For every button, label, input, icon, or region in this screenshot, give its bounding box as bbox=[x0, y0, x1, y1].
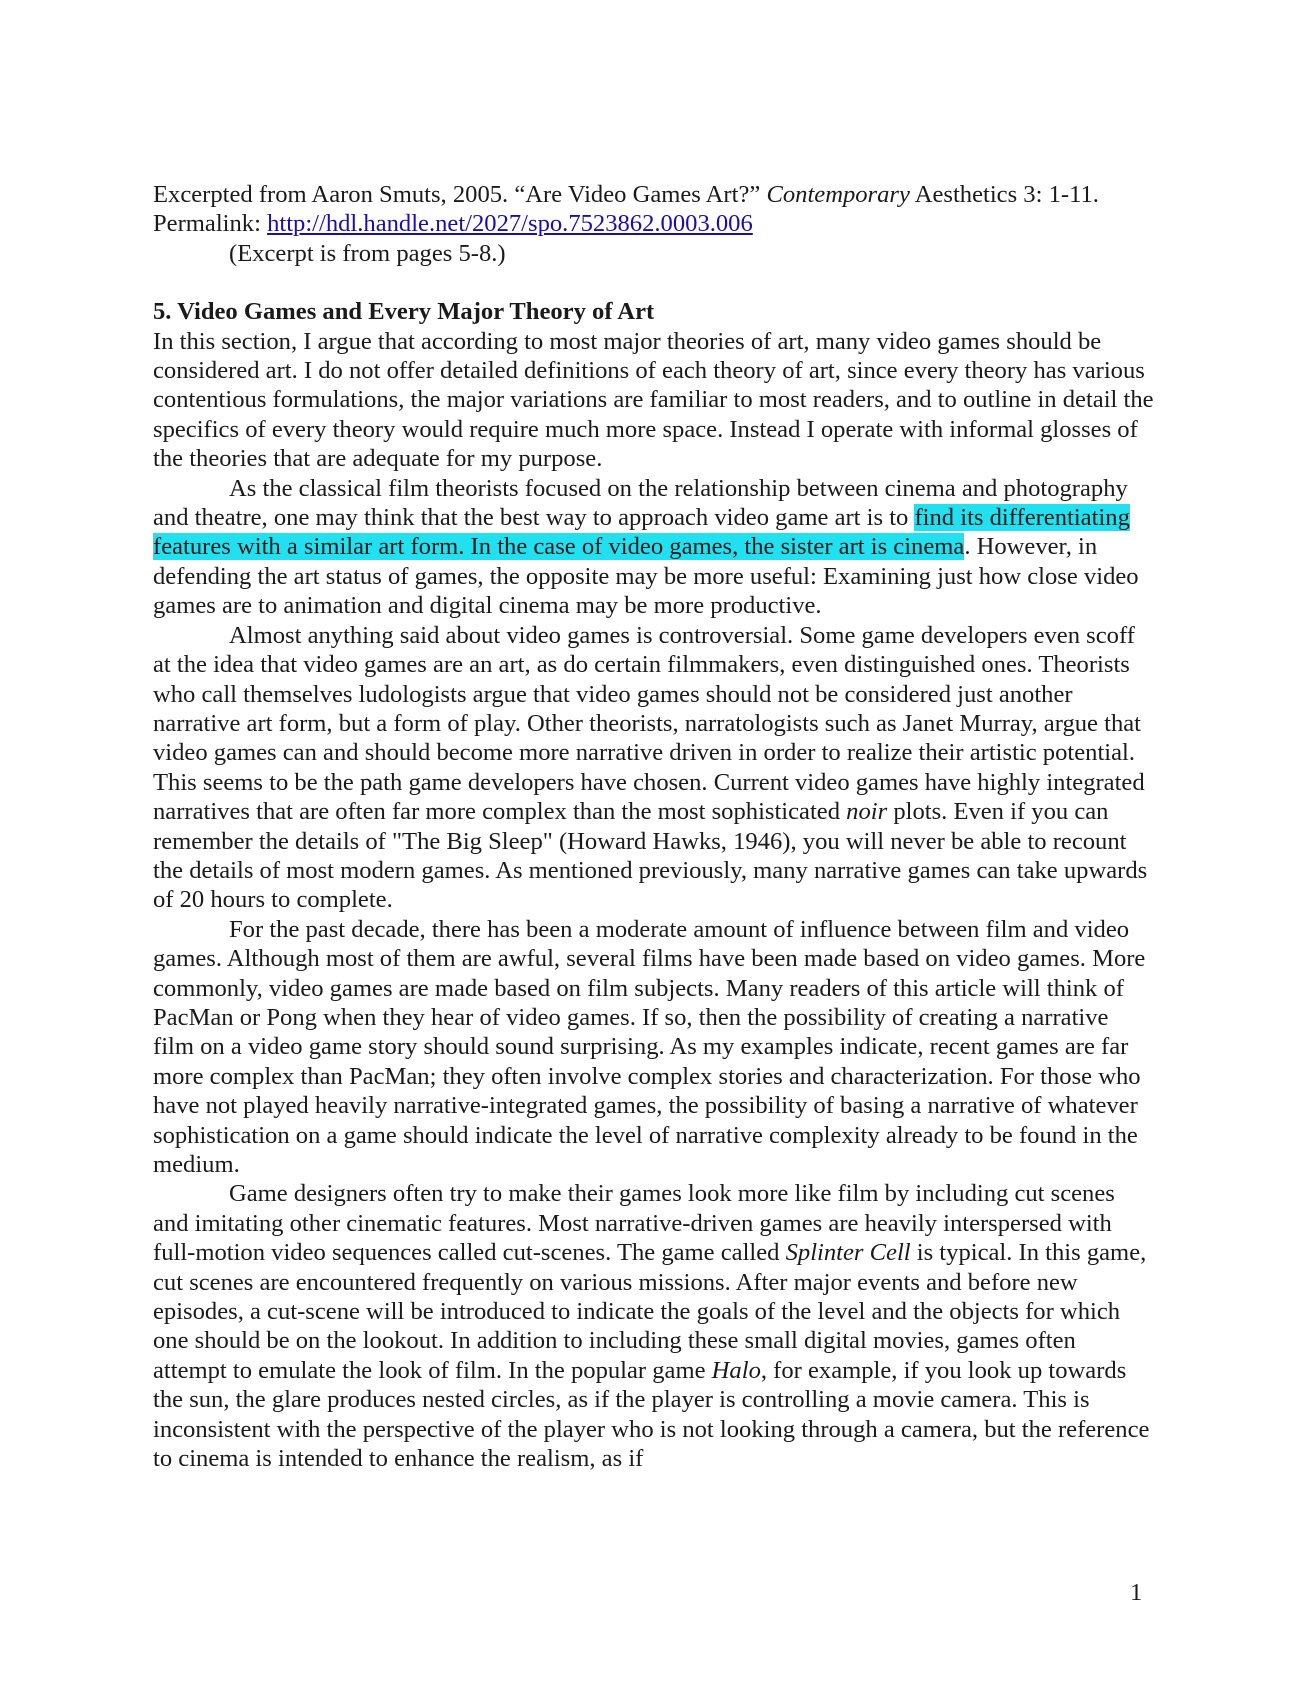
paragraph-1: In this section, I argue that according to most major theories of art, many video games should be considered art. I do not offer detailed definitions of each theory of art, since every theory has various contentious formulations, the major variations are familiar to most readers, and to outline in detail the specifics of every theory would require much more space. Instead I operate with informal glosses of the theories that are adequate for my purpose. bbox=[153, 327, 1154, 473]
citation-line bbox=[153, 180, 1155, 209]
highlighted-text[interactable]: find its differentiating features with a similar art form. In the case of video games, the sister art is cinema bbox=[153, 504, 1130, 561]
paragraph-3-italic: noir bbox=[846, 798, 888, 826]
paragraph-2-text-a: As the classical film theorists focused on the relationship between cinema and photography and theatre, one may think that the best way to approach video game art is to bbox=[153, 474, 1128, 532]
paragraph-3-text-a: Almost anything said about video games is controversial. Some game developers even scoff at the idea that video games are an art, as do certain filmmakers, even distinguished ones. Theorists who call themselves ludologists argue that video games should not be considered just another narrative art form, but a form of play. Other theorists, narratologists such as Janet Murray, argue that video games can and should become more narrative driven in order to realize their artistic potential. This seems to be the path game developers have chosen. Current video games have highly integrated narratives that are often far more complex than the most sophisticated bbox=[153, 621, 1145, 826]
document-page bbox=[153, 180, 1155, 1473]
paragraph-2-text-b: . However, in defending the art status of games, the opposite may be more useful: Examining just how close video games are to animation and digital cinema may be more productive. bbox=[153, 533, 1139, 620]
paragraph-3 bbox=[153, 621, 1155, 915]
paragraph-5-text-a: Game designers often try to make their games look more like film by including cut scenes and imitating other cinematic features. Most narrative-driven games are heavily interspersed with full-motion video sequences called cut-scenes. The game called bbox=[153, 1180, 1115, 1267]
permalink-line bbox=[153, 209, 1155, 238]
permalink-link[interactable]: http://hdl.handle.net/2027/spo.7523862.0003.006 bbox=[267, 210, 753, 238]
paragraph-5-italic-2: Halo bbox=[711, 1356, 761, 1384]
section-heading: 5. Video Games and Every Major Theory of Art bbox=[153, 298, 655, 326]
paragraph-4: For the past decade, there has been a moderate amount of influence between film and video games. Although most of them are awful, several films have been made based on video games. More commonly, video games are made based on film subjects. Many readers of this article will think of PacMan or Pong when they hear of video games. If so, then the possibility of creating a narrative film on a video game story should sound surprising. As my examples indicate, recent games are far more complex than PacMan; they often involve complex stories and characterization. For those who have not played heavily narrative-integrated games, the possibility of basing a narrative of whatever sophistication on a game should indicate the level of narrative complexity already to be found in the medium. bbox=[153, 915, 1146, 1178]
paragraph-5 bbox=[153, 1179, 1155, 1473]
paragraph-5-text-c: , for example, if you look up towards the sun, the glare produces nested circles, as if the player is controlling a movie camera. This is inconsistent with the perspective of the player who is not looking through a camera, but the reference to cinema is intended to enhance the realism, as if bbox=[153, 1356, 1150, 1473]
paragraph-5-text-b: is typical. In this game, cut scenes are encountered frequently on various missions. After major events and before new episodes, a cut-scene will be introduced to indicate the goals of the level and the objects for which one should be on the lookout. In addition to including these small digital movies, games often attempt to emulate the look of film. In the popular game bbox=[153, 1239, 1147, 1384]
citation-journal: Contemporary bbox=[766, 181, 910, 208]
citation-prefix: Excerpted from Aaron Smuts, 2005. “Are Video Games Art?” bbox=[153, 181, 767, 208]
paragraph-5-italic-1: Splinter Cell bbox=[785, 1239, 911, 1267]
permalink-label: Permalink: bbox=[153, 210, 268, 238]
page-number: 1 bbox=[1130, 1579, 1143, 1606]
citation-suffix: Aesthetics 3: 1-11. bbox=[909, 181, 1099, 208]
paragraph-2 bbox=[153, 474, 1155, 621]
excerpt-note: (Excerpt is from pages 5-8.) bbox=[229, 239, 506, 267]
paragraph-3-text-b: plots. Even if you can remember the details of "The Big Sleep" (Howard Hawks, 1946), you will never be able to recount the details of most modern games. As mentioned previously, many narrative games can take upwards of 20 hours to complete. bbox=[153, 798, 1148, 914]
